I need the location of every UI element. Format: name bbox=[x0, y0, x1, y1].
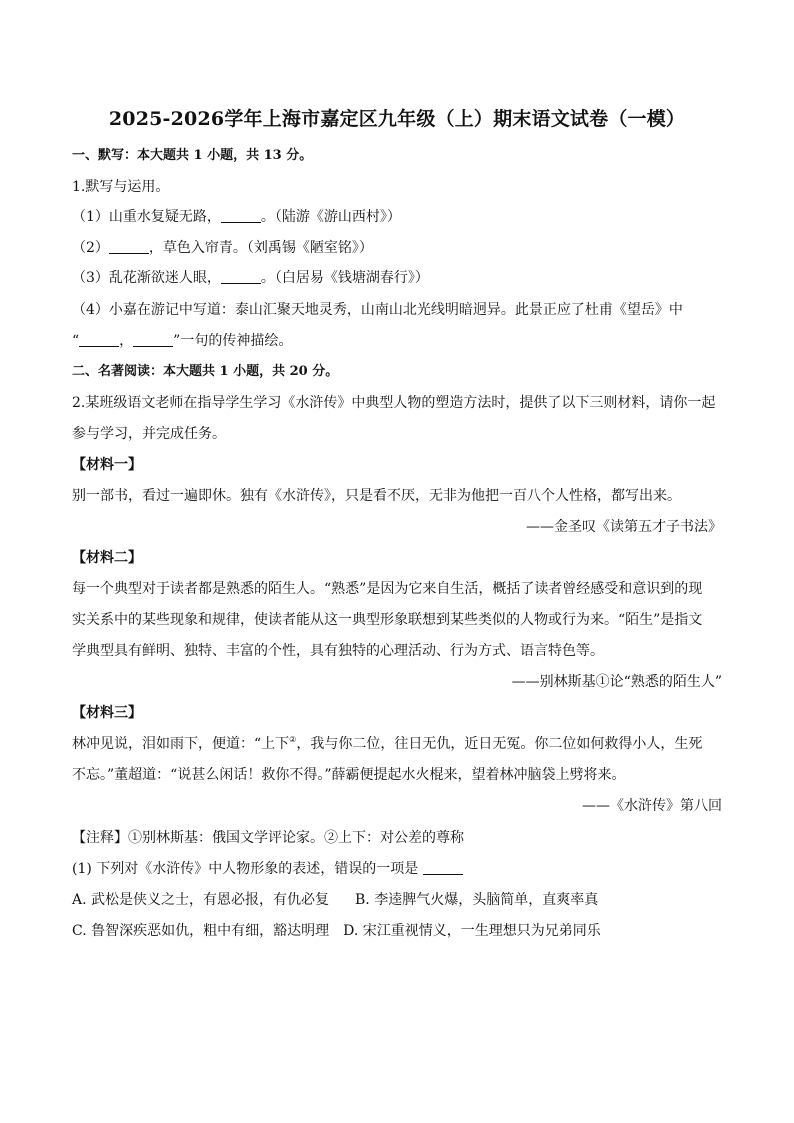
material3-line2: 不忘。”董超道：“说甚么闲话！救你不得。”薛霸便提起水火棍来，望着林冲脑袋上劈将来。 bbox=[72, 767, 626, 783]
options-row2 bbox=[72, 921, 722, 941]
option-b[interactable]: B. 李逵脾气火爆，头脑简单，直爽率真 bbox=[355, 892, 599, 908]
option-a[interactable]: A. 武松是侠义之士，有恩必报，有仇必复 bbox=[72, 892, 330, 908]
answer-blank[interactable] bbox=[221, 208, 261, 223]
answer-blank[interactable] bbox=[79, 332, 119, 347]
options-row1 bbox=[72, 890, 722, 910]
answer-blank[interactable] bbox=[221, 269, 261, 284]
item2-suffix: ，草色入帘青。（刘禹锡《陋室铭》） bbox=[148, 240, 373, 256]
question2-line1: 2.某班级语文老师在指导学生学习《水浒传》中典型人物的塑造方法时，提供了以下三则材料，请你一起 bbox=[72, 395, 716, 411]
option-d[interactable]: D. 宋江重视情义，一生理想只为兄弟同乐 bbox=[343, 923, 601, 939]
material2-heading: 【材料二】 bbox=[72, 550, 142, 566]
quote-comma: ， bbox=[119, 333, 134, 349]
page-title: 2025-2026学年上海市嘉定区九年级（上）期末语文试卷（一模） bbox=[108, 108, 686, 130]
item1-prefix: （1）山重水复疑无路， bbox=[72, 209, 221, 225]
question1-item1 bbox=[72, 207, 722, 227]
material3-source: ——《水浒传》第八回 bbox=[582, 798, 722, 814]
question1-item3 bbox=[72, 268, 722, 288]
subquestion1-text: (1) 下列对《水浒传》中人物形象的表述，错误的一项是 bbox=[72, 861, 419, 877]
question1-label: 1.默写与运用。 bbox=[72, 179, 170, 195]
quote-close: ”一句的传神描绘。 bbox=[173, 333, 293, 349]
option-c[interactable]: C. 鲁智深疾恶如仇，粗中有细，豁达明理 bbox=[72, 923, 330, 939]
material1-heading: 【材料一】 bbox=[72, 457, 142, 473]
answer-blank[interactable] bbox=[423, 860, 463, 875]
material2-line2: 实关系中的某些现象和规律，使读者能从这一典型形象联想到某些类似的人物或行为来。“陌生”是指文 bbox=[72, 612, 703, 628]
question1-item4-line1: （4）小嘉在游记中写道：泰山汇聚天地灵秀，山南山北光线明暗迥异。此景正应了杜甫《望岳》中 bbox=[72, 302, 683, 318]
answer-blank[interactable] bbox=[133, 332, 173, 347]
question2-line2: 参与学习，并完成任务。 bbox=[72, 426, 226, 442]
material3-line1-start: 林冲见说，泪如雨下，便道：“上下 bbox=[72, 736, 290, 752]
footnote-marker: ② bbox=[289, 735, 297, 744]
material3-line1 bbox=[72, 734, 722, 754]
material1-text: 别一部书，看过一遍即休。独有《水浒传》，只是看不厌，无非为他把一百八个人性格，都写出来。 bbox=[72, 488, 681, 504]
subquestion1 bbox=[72, 859, 722, 879]
section2-heading: 二、名著阅读：本大题共 1 小题，共 20 分。 bbox=[72, 364, 339, 379]
material3-heading: 【材料三】 bbox=[72, 705, 142, 721]
item1-suffix: 。（陆游《游山西村》） bbox=[260, 209, 401, 225]
quote-open: “ bbox=[72, 333, 80, 349]
answer-blank[interactable] bbox=[109, 239, 149, 254]
material2-source: ——别林斯基①论“熟悉的陌生人” bbox=[511, 674, 722, 690]
item3-prefix: （3）乱花渐欲迷人眼， bbox=[72, 270, 221, 286]
question1-item4-line2 bbox=[72, 331, 722, 351]
material3-line1-end: ，我与你二位，往日无仇，近日无冤。你二位如何救得小人，生死 bbox=[296, 736, 703, 752]
question1-item2 bbox=[72, 238, 722, 258]
item2-prefix: （2） bbox=[72, 240, 109, 256]
material1-source: ——金圣叹《读第五才子书法》 bbox=[526, 519, 722, 535]
footnote: 【注释】①别林斯基：俄国文学评论家。②上下：对公差的尊称 bbox=[72, 830, 464, 846]
section1-heading: 一、默写：本大题共 1 小题，共 13 分。 bbox=[72, 148, 313, 163]
material2-line1: 每一个典型对于读者都是熟悉的陌生人。“熟悉”是因为它来自生活，概括了读者曾经感受和意识到的现 bbox=[72, 581, 703, 597]
material2-line3: 学典型具有鲜明、独特、丰富的个性，具有独特的心理活动、行为方式、语言特色等。 bbox=[72, 643, 604, 659]
item3-suffix: 。（白居易《钱塘湖春行》） bbox=[260, 270, 429, 286]
